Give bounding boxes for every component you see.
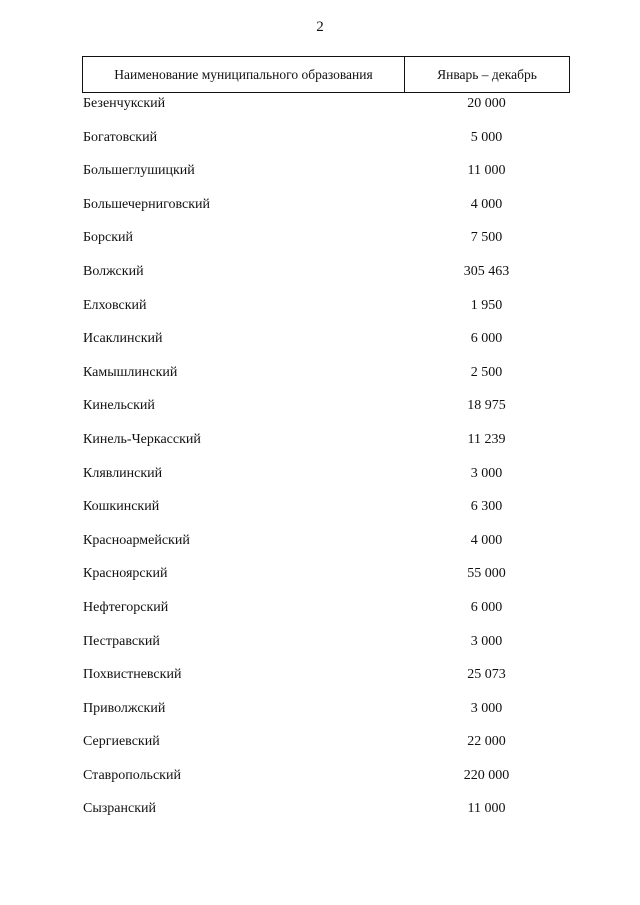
period-value: 11 000 <box>467 163 506 179</box>
period-value: 1 950 <box>470 297 503 313</box>
period-value: 2 500 <box>470 364 503 380</box>
period-value: 3 000 <box>470 465 503 481</box>
table-row <box>82 496 570 530</box>
period-value: 305 463 <box>463 263 510 279</box>
table-row <box>82 429 570 463</box>
table-row <box>82 631 570 665</box>
table-row <box>82 798 570 832</box>
table-row <box>82 328 570 362</box>
period-value: 4 000 <box>470 196 503 212</box>
table-row <box>82 698 570 732</box>
municipality-name: Кинельский <box>83 398 155 414</box>
header-municipality-name: Наименование муниципального образования <box>83 57 405 92</box>
table-row <box>82 395 570 429</box>
table-row <box>82 765 570 799</box>
municipality-name: Похвистневский <box>83 667 182 683</box>
period-value: 11 239 <box>467 431 506 447</box>
municipality-name: Кошкинский <box>83 499 160 515</box>
period-value: 4 000 <box>470 532 503 548</box>
period-value: 6 300 <box>470 499 503 515</box>
table-row <box>82 597 570 631</box>
period-value: 22 000 <box>467 734 506 750</box>
municipality-name: Красноярский <box>83 566 168 582</box>
municipality-name: Волжский <box>83 263 144 279</box>
period-value: 20 000 <box>467 96 506 111</box>
period-value: 55 000 <box>467 566 506 582</box>
table-row <box>82 664 570 698</box>
municipality-name: Красноармейский <box>83 532 190 548</box>
municipality-name: Большечерниговский <box>83 196 211 212</box>
period-value: 25 073 <box>467 667 506 683</box>
period-value: 3 000 <box>470 700 503 716</box>
page-number: 2 <box>316 19 324 35</box>
table-row <box>82 563 570 597</box>
period-value: 7 500 <box>470 230 503 246</box>
period-value: 11 000 <box>467 801 506 817</box>
table-row <box>82 295 570 329</box>
municipality-name: Большеглушицкий <box>83 163 195 179</box>
table-header <box>82 56 570 93</box>
municipality-name: Пестравский <box>83 633 160 649</box>
municipality-name: Приволжский <box>83 700 166 716</box>
table-row <box>82 731 570 765</box>
municipality-name: Сызранский <box>83 801 156 817</box>
table-row <box>82 463 570 497</box>
period-value: 5 000 <box>470 129 503 145</box>
table-body <box>82 93 570 832</box>
municipality-name: Безенчукский <box>83 96 166 111</box>
municipality-name: Елховский <box>83 297 147 313</box>
municipality-name: Исаклинский <box>83 331 163 347</box>
table-row <box>82 362 570 396</box>
header-period: Январь – декабрь <box>437 66 537 82</box>
table-row <box>82 194 570 228</box>
table-row <box>82 160 570 194</box>
municipality-name: Сергиевский <box>83 734 160 750</box>
period-value: 6 000 <box>470 331 503 347</box>
municipality-name: Ставропольский <box>83 767 181 783</box>
municipality-name: Кинель-Черкасский <box>83 431 201 447</box>
table-row <box>82 93 570 127</box>
period-value: 220 000 <box>463 767 510 783</box>
table-row <box>82 261 570 295</box>
table-row <box>82 530 570 564</box>
municipality-name: Борский <box>83 230 134 246</box>
municipality-name: Богатовский <box>83 129 158 145</box>
table-row <box>82 127 570 161</box>
table-row <box>82 227 570 261</box>
municipality-name: Клявлинский <box>83 465 163 481</box>
period-value: 3 000 <box>470 633 503 649</box>
period-value: 18 975 <box>467 398 506 414</box>
municipality-name: Камышлинский <box>83 364 178 380</box>
period-value: 6 000 <box>470 599 503 615</box>
municipality-name: Нефтегорский <box>83 599 169 615</box>
